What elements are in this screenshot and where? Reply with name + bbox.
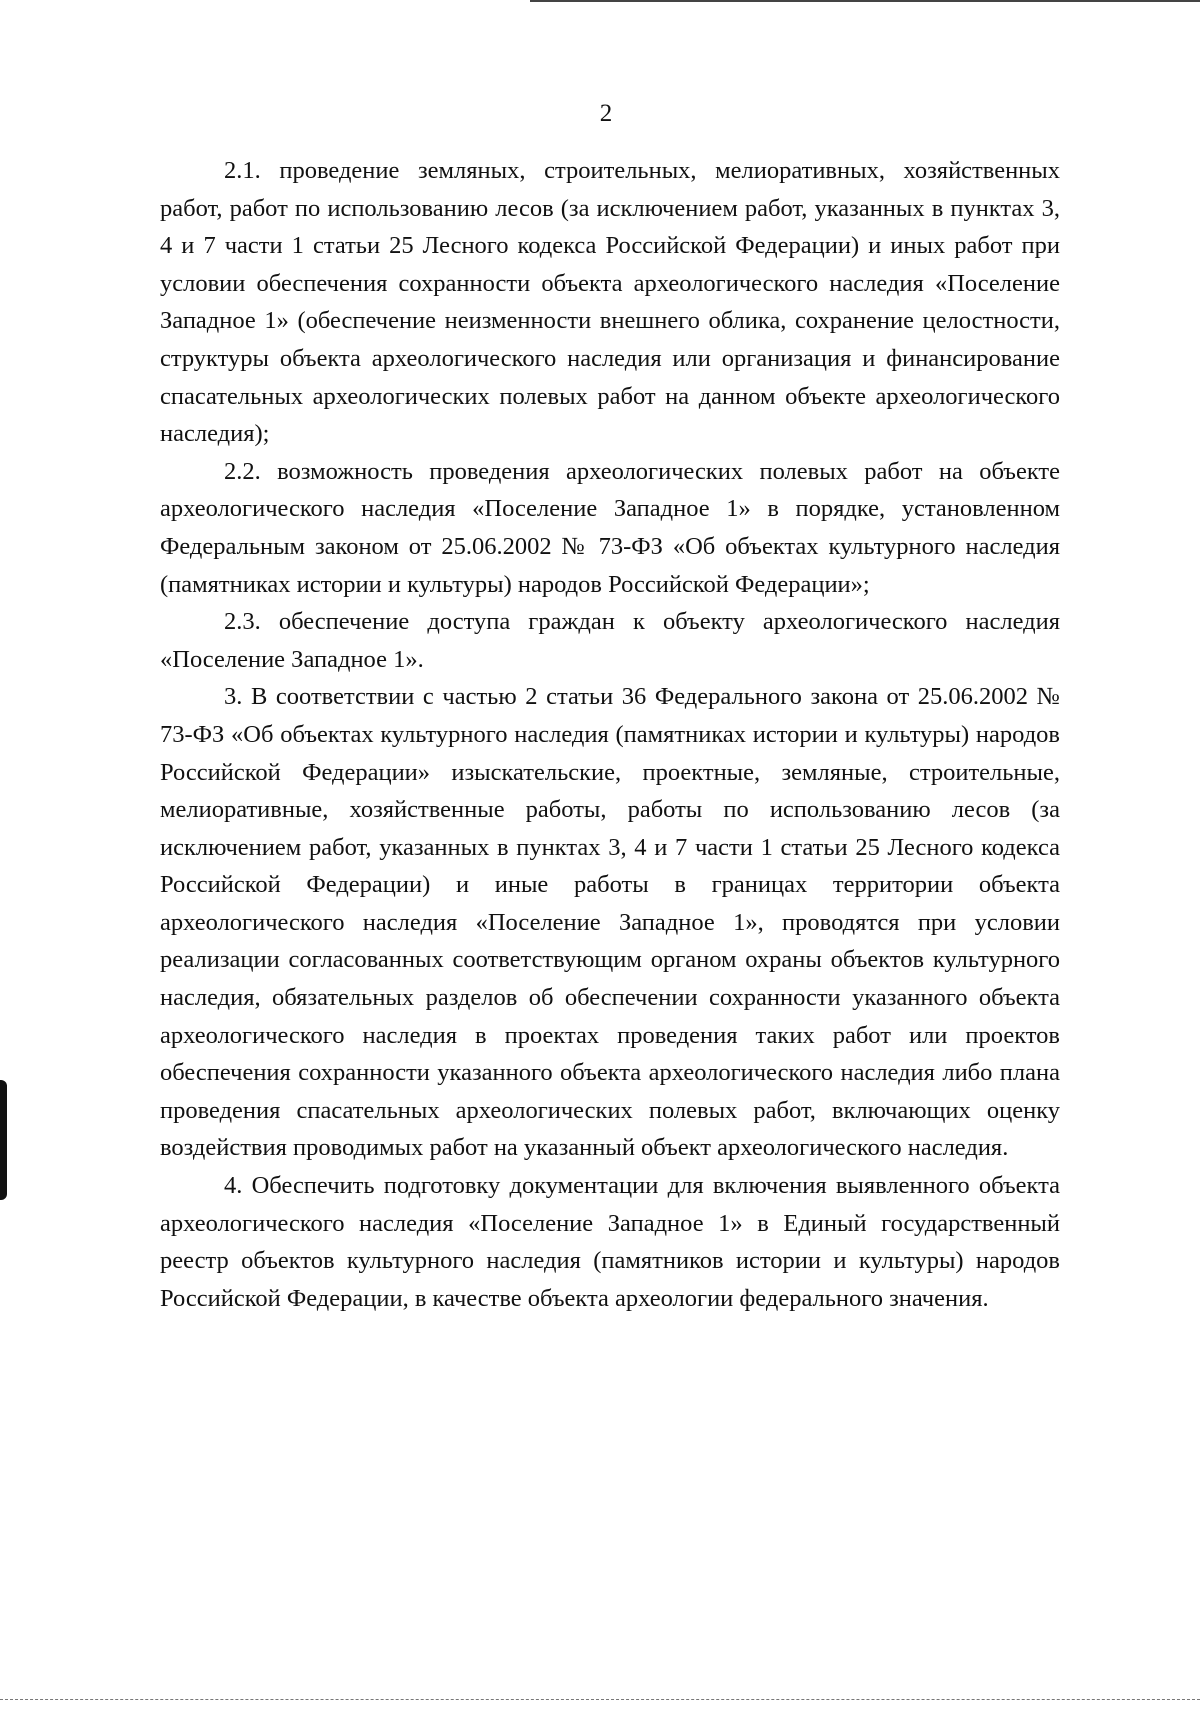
page-number: 2 (599, 100, 613, 127)
paragraph-2-3: 2.3. обеспечение доступа граждан к объекту археологического наследия «Поселение Западное 1». (160, 608, 1060, 673)
paragraph-2-1: 2.1. проведение земляных, строительных, мелиоративных, хозяйственных работ, работ по использованию лесов (за исключением работ, указанных в пунктах 3, 4 и 7 части 1 статьи 25 Лесного кодекса Российской Федерации) и иных работ при условии обеспечения сохранности объекта археологического наследия «Поселение Западное 1» (обеспечение неизменности внешнего облика, сохранение целостности, структуры объекта археологического наследия или организация и финансирование спасательных археологических полевых работ на данном объекте археологического наследия); (160, 157, 1060, 448)
paragraph-4: 4. Обеспечить подготовку документации для включения выявленного объекта археологического наследия «Поселение Западное 1» в Единый государственный реестр объектов культурного наследия (памятников истории и культуры) народов Российской Федерации, в качестве объекта археологии федерального значения. (160, 1172, 1060, 1312)
paragraph-2-2: 2.2. возможность проведения археологических полевых работ на объекте археологического наследия «Поселение Западное 1» в порядке, установленном Федеральным законом от 25.06.2002 № 73-ФЗ «Об объектах культурного наследия (памятниках истории и культуры) народов Российской Федерации»; (160, 457, 1060, 598)
scan-binding-mark (0, 1080, 7, 1200)
paragraph-3: 3. В соответствии с частью 2 статьи 36 Федерального закона от 25.06.2002 № 73-ФЗ «Об объектах культурного наследия (памятниках истории и культуры) народов Российской Федерации» изыскательские, проектные, земляные, строительные, мелиоративные, хозяйственные работы, работы по использованию лесов (за исключением работ, указанных в пунктах 3, 4 и 7 части 1 статьи 25 Лесного кодекса Российской Федерации) и иные работы в границах территории объекта археологического наследия «Поселение Западное 1», проводятся при условии реализации согласованных соответствующим органом охраны объектов культурного наследия, обязательных разделов об обеспечении сохранности указанного объекта археологического наследия в проектах проведения таких работ или проектов обеспечения сохранности указанного объекта археологического наследия либо плана проведения спасательных археологических полевых работ, включающих оценку воздействия проводимых работ на указанный объект археологического наследия. (160, 683, 1060, 1162)
scan-edge-bottom (0, 1699, 1200, 1701)
document-body (160, 152, 1060, 1317)
scan-edge-top (530, 0, 1200, 2)
